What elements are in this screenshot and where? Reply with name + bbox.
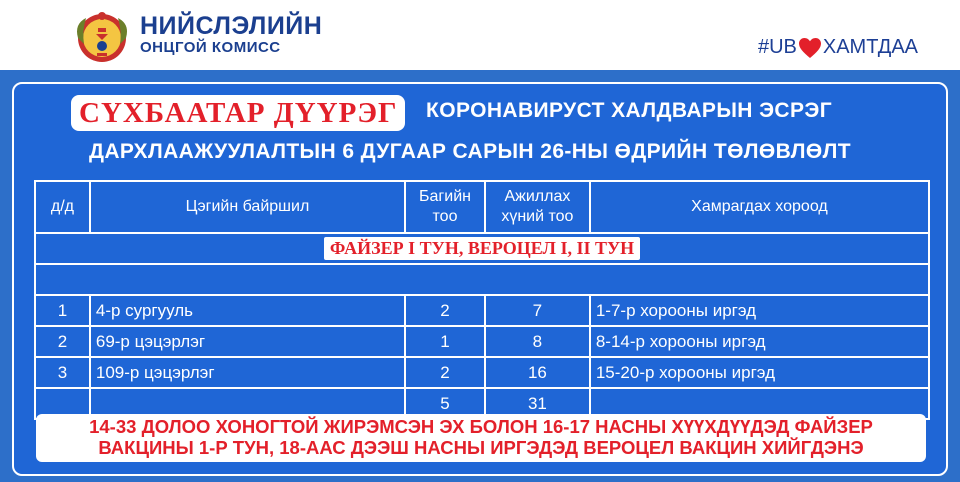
table-row: [35, 326, 929, 357]
row-location: 109-р цэцэрлэг: [90, 357, 405, 388]
title-line1: КОРОНАВИРУСТ ХАЛДВАРЫН ЭСРЭГ: [426, 99, 833, 122]
table-header-row: [35, 181, 929, 233]
table-row: [35, 295, 929, 326]
row-staff: 7: [485, 295, 590, 326]
header-staff-line1: Ажиллах: [504, 188, 571, 205]
header-location: Цэгийн байршил: [90, 181, 405, 233]
total-teams: 5: [405, 388, 485, 419]
vaccine-type-label: ФАЙЗЕР I ТУН, ВЕРОЦЕЛ I, II ТУН: [324, 237, 640, 260]
vaccination-note: [36, 414, 926, 462]
row-teams: 1: [405, 326, 485, 357]
row-staff: 8: [485, 326, 590, 357]
row-staff: 16: [485, 357, 590, 388]
note-line1: 14-33 ДОЛОО ХОНОГТОЙ ЖИРЭМСЭН ЭХ БОЛОН 16-17 НАСНЫ ХҮҮХДҮҮДЭД ФАЙЗЕР: [89, 416, 873, 437]
row-num: 1: [35, 295, 90, 326]
table-spacer: [35, 264, 929, 295]
row-teams: 2: [405, 357, 485, 388]
row-coverage: 1-7-р хорооны иргэд: [590, 295, 929, 326]
district-label: СҮХБААТАР ДҮҮРЭГ: [71, 95, 405, 131]
row-teams: 2: [405, 295, 485, 326]
header-staff-line2: хүний тоо: [501, 208, 574, 225]
header-teams-line1: Багийн: [419, 188, 471, 205]
header-teams-line2: тоо: [432, 208, 458, 225]
soyombo-emblem-icon: [70, 4, 134, 68]
row-coverage: 15-20-р хорооны иргэд: [590, 357, 929, 388]
header: [0, 0, 960, 70]
org-name-line1: НИЙСЛЭЛИЙН: [140, 12, 323, 40]
row-location: 4-р сургууль: [90, 295, 405, 326]
row-num: 3: [35, 357, 90, 388]
hashtag-prefix: #UB: [757, 36, 797, 58]
header-teams: [405, 181, 485, 233]
title-line2: ДАРХЛААЖУУЛАЛТЫН 6 ДУГААР САРЫН 26-НЫ ӨДРИЙН ТӨЛӨВЛӨЛТ: [89, 140, 851, 163]
header-num: д/д: [35, 181, 90, 233]
table-row: [35, 357, 929, 388]
hashtag-badge: [758, 36, 918, 59]
header-coverage: Хамрагдах хороод: [590, 181, 929, 233]
vaccination-plan-table: [34, 180, 930, 420]
row-coverage: 8-14-р хорооны иргэд: [590, 326, 929, 357]
total-staff: 31: [485, 388, 590, 419]
row-num: 2: [35, 326, 90, 357]
header-staff: [485, 181, 590, 233]
row-location: 69-р цэцэрлэг: [90, 326, 405, 357]
vaccine-type-row: [35, 233, 929, 264]
org-name-line2: ОНЦГОЙ КОМИСС: [140, 39, 281, 56]
note-line2: ВАКЦИНЫ 1-Р ТУН, 18-ААС ДЭЭШ НАСНЫ ИРГЭДЭД ВЕРОЦЕЛ ВАКЦИН ХИЙГДЭНЭ: [98, 437, 864, 458]
heart-icon: [798, 37, 822, 59]
hashtag-suffix: ХАМТДАА: [822, 36, 918, 58]
